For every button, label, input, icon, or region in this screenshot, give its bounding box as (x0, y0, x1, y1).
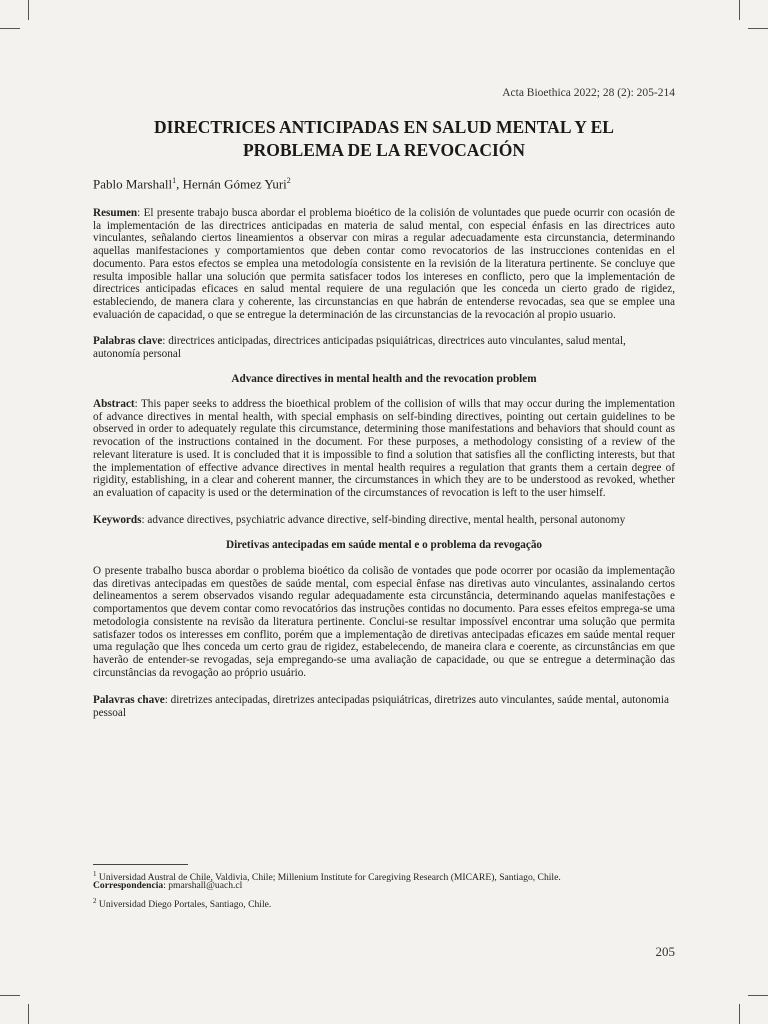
abstract-label: Abstract (93, 398, 135, 410)
palabras-clave-label: Palabras clave (93, 335, 163, 347)
resumen-label: Resumen (93, 207, 138, 219)
correspondence (93, 880, 242, 892)
footnote-marker: 1 (93, 870, 97, 878)
palabras-clave-text: : directrices anticipadas, directrices anticipadas psiquiátricas, directrices auto vinculantes, salud mental, autonomía personal (93, 335, 626, 360)
crop-mark (739, 1004, 740, 1024)
article-title (93, 116, 675, 162)
keywords-label: Keywords (93, 514, 142, 526)
palavras-chave-text: : diretrizes antecipadas, diretrizes antecipadas psiquiátricas, diretrizes auto vinculantes, saúde mental, autonomia pessoal (93, 694, 669, 719)
resumen-text: : El presente trabajo busca abordar el problema bioético de la colisión de voluntades que puede ocurrir con ocasión de la implementación de las directrices anticipadas en materia de salud mental, con especial énfasis en las directrices auto vinculantes, señalando ciertos lineamientos a observar con miras a regular adecuadamente esta circunstancia, determinando aquellas manifestaciones y comportamientos que deben contar como revocatorios de las instrucciones contenidas en el documento. Para estos efectos se emplea una metodología consistente en la revisión de la literatura pertinente. Se concluye que resulta imposible hallar una solución que permita satisfacer todos los intereses en conflicto, pero que la implementación de directrices anticipadas eficaces en salud mental requiere de una regulación que les conceda un cierto grado de rigidez, estableciendo, de manera clara y coherente, las circunstancias en que habrán de entenderse revocadas, sea que se emplee una evaluación de capacidad, o que se entregue la determinación de las circunstancias de la revocación al propio usuario. (93, 207, 675, 321)
english-title: Advance directives in mental health and the revocation problem (231, 373, 537, 385)
footnote-marker: 2 (93, 897, 97, 905)
palavras-chave-paragraph (93, 694, 675, 719)
page-number: 205 (655, 944, 675, 959)
palabras-clave-paragraph (93, 335, 675, 360)
footnote-2-text: Universidad Diego Portales, Santiago, Chile. (96, 899, 272, 911)
palavras-chave-label: Palavras chave (93, 694, 165, 706)
affiliation-marker: 1 (172, 176, 177, 185)
author-list (93, 176, 291, 192)
crop-mark (28, 0, 29, 20)
correspondence-email: : pmarshall@uach.cl (163, 880, 243, 891)
crop-mark (0, 28, 20, 29)
resumen-paragraph (93, 207, 675, 321)
abstract-text: : This paper seeks to address the bioethical problem of the collision of wills that may occur during the implementation of advance directives in mental health, with special emphasis on self-binding directives, pointing out certain guidelines to be observed in order to adequately regulate this circumstance, determining those manifestations and behaviors that should count as revocation of the instructions contained in the document. For these purposes, a methodology consisting of a review of the relevant literature is used. It is concluded that it is impossible to find a solution that satisfies all the conflicting interests, but that the implementation of effective advance directives in mental health requires a regulation that grants them a certain degree of rigidity, establishing, in a clear and coherent manner, the circumstances in which they are to be understood as revoked, whether an evaluation of capacity is used or the determination of the circumstances of revocation is left to the user himself. (93, 398, 675, 499)
crop-mark (748, 995, 768, 996)
resumo-paragraph (93, 565, 675, 679)
affiliation-marker: 2 (286, 176, 291, 185)
paper-page (93, 0, 675, 1024)
crop-mark (739, 0, 740, 20)
crop-mark (28, 1004, 29, 1024)
author-name: Hernán Gómez Yuri (182, 176, 287, 192)
portuguese-title: Diretivas antecipadas em saúde mental e o problema da revogação (225, 539, 543, 551)
footnote-1-text: Universidad Austral de Chile, Valdivia, Chile; Millenium Institute for Caregiving Research (MICARE), Santiago, Chile. (96, 872, 561, 884)
crop-mark (748, 28, 768, 29)
title-line-2: PROBLEMA DE LA REVOCACIÓN (242, 140, 526, 160)
footnote-2 (93, 895, 271, 911)
journal-citation: Acta Bioethica 2022; 28 (2): 205-214 (502, 87, 675, 99)
keywords-paragraph (93, 514, 675, 527)
author-separator: , (176, 176, 183, 192)
footnote-rule (93, 864, 188, 865)
abstract-paragraph (93, 398, 675, 500)
crop-mark (0, 995, 20, 996)
keywords-text: : advance directives, psychiatric advance directive, self-binding directive, mental health, personal autonomy (141, 514, 626, 526)
title-line-1: DIRECTRICES ANTICIPADAS EN SALUD MENTAL Y EL (154, 117, 614, 137)
resumo-text: O presente trabalho busca abordar o problema bioético da colisão de vontades que pode ocorrer por ocasião da implementação das diretivas antecipadas em questões de saúde mental, com especial ênfase nas diretivas auto vinculantes, assinalando certos delineamentos a serem observados visando regular adequadamente esta circunstância, determinando aquelas manifestações e comportamentos que devem contar como revocatórios das instruções contidas no documento. Para esses efeitos emprega-se uma metodologia consistente na revisão da literatura pertinente. Conclui-se resultar impossível encontrar uma solução que permita satisfazer todos os interesses em conflito, porém que a implementação de diretivas antecipadas eficazes em saúde mental requer uma regulação que lhes conceda um certo grau de rigidez, estabelecendo, de maneira clara e coerente, as circunstâncias em que haverão de entender-se revogadas, seja empregando-se uma avaliação de capacidade, ou que se entregue a determinação das circunstâncias da revogação ao próprio usuário. (93, 565, 675, 679)
author-name: Pablo Marshall (93, 176, 173, 192)
correspondence-label: Correspondencia (93, 880, 164, 891)
